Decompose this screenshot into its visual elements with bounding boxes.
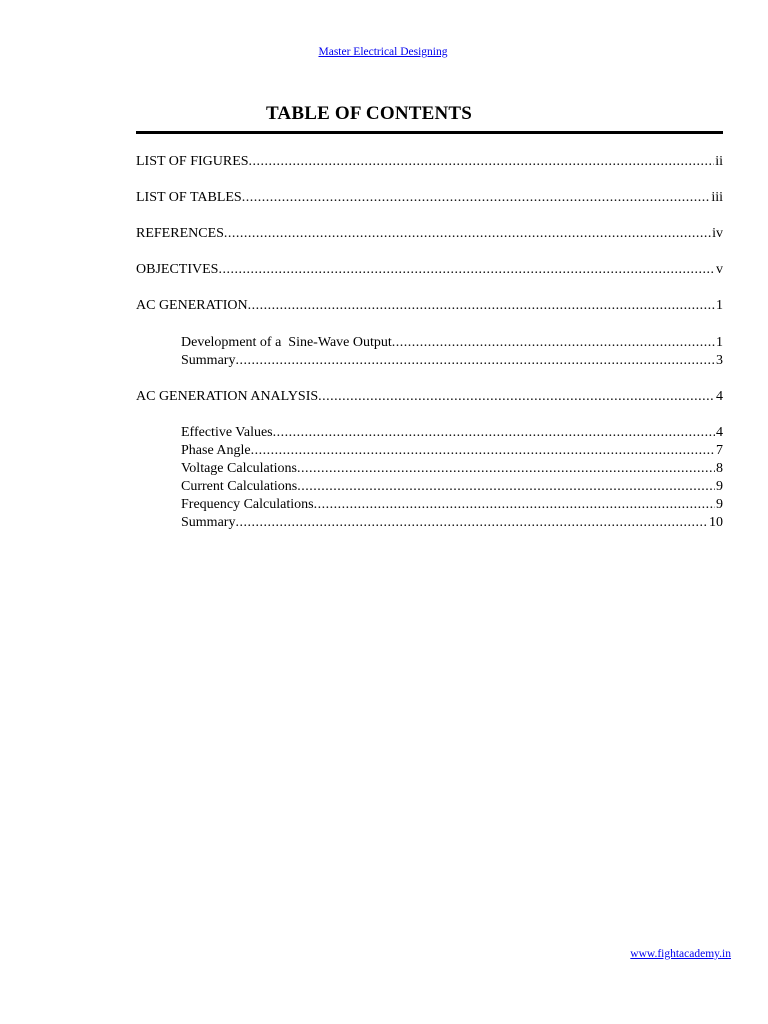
header-link[interactable]: Master Electrical Designing xyxy=(318,46,448,58)
toc-leader-dots xyxy=(248,297,715,314)
toc-entry-list-of-tables[interactable] xyxy=(136,189,723,206)
toc-entry-page: 9 xyxy=(716,479,723,494)
toc-entry-frequency-calculations[interactable] xyxy=(181,496,723,513)
toc-entry-label: AC GENERATION xyxy=(136,298,248,313)
toc-leader-dots xyxy=(273,424,715,441)
toc-entry-page: v xyxy=(716,262,723,277)
toc-entry-page: iii xyxy=(711,190,723,205)
toc-leader-dots xyxy=(249,153,715,170)
toc-entry-objectives[interactable] xyxy=(136,261,723,278)
toc-entry-references[interactable] xyxy=(136,225,723,242)
toc-leader-dots xyxy=(224,225,711,242)
toc-leader-dots xyxy=(297,460,715,477)
toc-entry-label: Summary xyxy=(181,353,236,368)
toc-entry-page: 4 xyxy=(716,389,723,404)
toc-entry-label: AC GENERATION ANALYSIS xyxy=(136,389,319,404)
toc-leader-dots xyxy=(314,496,715,513)
toc-entry-current-calculations[interactable] xyxy=(181,478,723,495)
footer-link[interactable]: www.fightacademy.in xyxy=(630,948,731,960)
toc-leader-dots xyxy=(392,334,715,351)
toc-entry-ac-generation[interactable] xyxy=(136,297,723,314)
toc-entry-label: LIST OF FIGURES xyxy=(136,154,249,169)
toc-entry-page: 10 xyxy=(709,515,723,530)
toc-entry-page: ii xyxy=(715,154,723,169)
toc-leader-dots xyxy=(297,478,715,495)
toc-entry-page: iv xyxy=(712,226,723,241)
toc-leader-dots xyxy=(235,514,708,531)
toc-entry-label: OBJECTIVES xyxy=(136,262,219,277)
toc-entry-summary-1[interactable] xyxy=(181,352,723,369)
toc-entry-label: Voltage Calculations xyxy=(181,461,297,476)
toc-entry-page: 9 xyxy=(716,497,723,512)
toc-entry-sine-wave-output[interactable] xyxy=(181,334,723,351)
toc-entry-label: LIST OF TABLES xyxy=(136,190,242,205)
toc-entry-label: Current Calculations xyxy=(181,479,298,494)
toc-entry-ac-generation-analysis[interactable] xyxy=(136,388,723,405)
toc-entry-page: 7 xyxy=(716,443,723,458)
toc-entry-page: 4 xyxy=(716,425,723,440)
toc-entry-label: Frequency Calculations xyxy=(181,497,314,512)
toc-entry-label: Effective Values xyxy=(181,425,273,440)
toc-leader-dots xyxy=(218,261,715,278)
toc-leader-dots xyxy=(251,442,715,459)
toc-leader-dots xyxy=(318,388,715,405)
toc-entry-label: Phase Angle xyxy=(181,443,251,458)
toc-entry-page: 8 xyxy=(716,461,723,476)
toc-leader-dots xyxy=(242,189,711,206)
toc-entry-page: 3 xyxy=(716,353,723,368)
toc-entry-phase-angle[interactable] xyxy=(181,442,723,459)
toc-entry-page: 1 xyxy=(716,335,723,350)
toc-leader-dots xyxy=(235,352,715,369)
toc-entry-summary-2[interactable] xyxy=(181,514,723,531)
toc-entry-voltage-calculations[interactable] xyxy=(181,460,723,477)
toc-entry-label: REFERENCES xyxy=(136,226,224,241)
page-title: TABLE OF CONTENTS xyxy=(265,103,473,124)
toc-entry-label: Development of a Sine-Wave Output xyxy=(181,335,392,350)
toc-entry-label: Summary xyxy=(181,515,236,530)
toc-entry-page: 1 xyxy=(716,298,723,313)
toc-entry-effective-values[interactable] xyxy=(181,424,723,441)
toc-entry-list-of-figures[interactable] xyxy=(136,153,723,170)
